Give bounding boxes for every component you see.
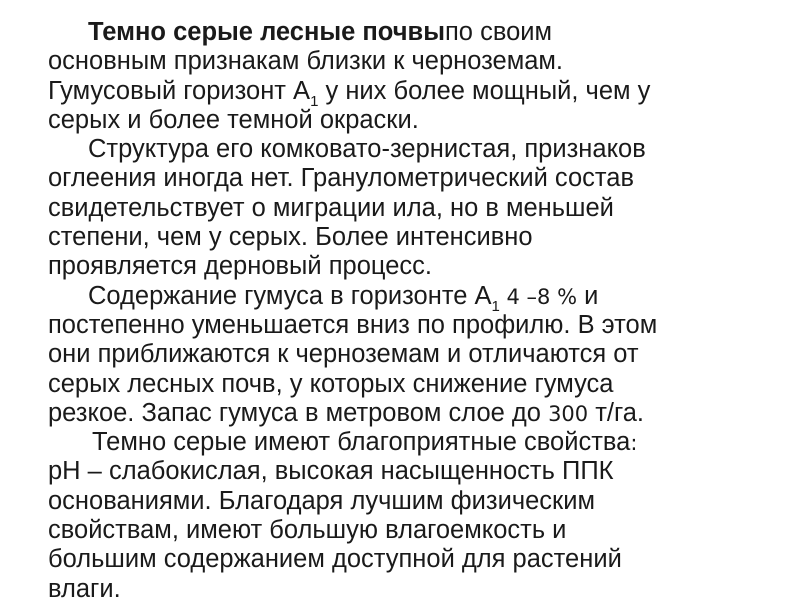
paragraph-4-line-2: рН – слабокислая, высокая насыщенность ППК (48, 457, 614, 486)
paragraph-2-line-5: проявляется дерновый процесс. (48, 252, 432, 281)
text-segment: Гумусовый горизонт А (48, 76, 311, 105)
paragraph-2-line-3: свидетельствует о миграции ила, но в меньшей (48, 193, 614, 222)
paragraph-4-line-3: основаниями. Благодаря лучшим физическим (48, 486, 595, 515)
paragraph-2-line-4: степени, чем у серых. Более интенсивно (48, 223, 533, 252)
paragraph-4-line-5: большим содержанием доступной для растений (48, 545, 622, 574)
humus-stock-value: 300 (548, 401, 589, 426)
paragraph-1-line-2: основным признакам близки к черноземам. (48, 47, 564, 76)
paragraph-1-line-3 (48, 76, 768, 110)
text-segment: резкое. Запас гумуса в метровом слое до (48, 398, 549, 427)
paragraph-3-line-5 (48, 399, 768, 428)
text-segment: Содержание гумуса в горизонте А (88, 281, 492, 310)
humus-percent-value: 4 –8 % (499, 284, 578, 309)
paragraph-2-line-1 (48, 135, 768, 164)
horizon-subscript: 1 (310, 92, 319, 110)
paragraph-1-line-1 (48, 18, 768, 47)
text-segment: Структура его комковато-зернистая, признаков (88, 135, 646, 164)
paragraph-1-line-4: серых и более темной окраски. (48, 105, 419, 134)
horizon-subscript: 1 (491, 297, 500, 315)
text-segment: и (577, 281, 599, 310)
paragraph-3-line-2: постепенно уменьшается вниз по профилю. В этом (48, 310, 658, 339)
text-segment: по своим (445, 18, 553, 46)
paragraph-3-line-4: серых лесных почв, у которых снижение гумуса (48, 369, 614, 398)
text-segment: Темно серые имеют благоприятные свойства (92, 428, 631, 457)
slide-text-body (48, 18, 768, 600)
paragraph-3-line-3: они приближаются к черноземам и отличаются от (48, 340, 639, 369)
paragraph-2-line-2: оглеения иногда нет. Гранулометрический состав (48, 164, 635, 193)
paragraph-4-line-6: влаги. (48, 574, 121, 600)
paragraph-4-line-4: свойствам, имеют большую влагоемкость и (48, 516, 567, 545)
text-segment: : (630, 431, 638, 456)
text-segment: у них более мощный, чем у (318, 76, 651, 105)
paragraph-3-line-1 (48, 281, 768, 315)
text-segment: т/га. (588, 398, 645, 427)
paragraph-4-line-1 (48, 428, 768, 457)
bold-heading: Темно серые лесные почвы (88, 18, 445, 46)
